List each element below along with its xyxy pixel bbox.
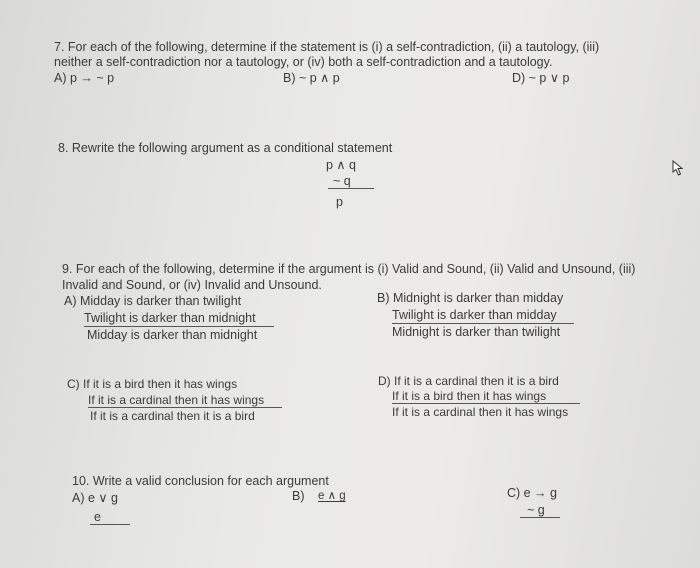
q10-a-second-premise: e [94, 510, 101, 524]
q10-c-line [520, 517, 560, 518]
q10-b-premise: e ∧ g [318, 490, 346, 502]
q8-conclusion-line [328, 188, 374, 189]
q10-a-premise: A) e ∨ g [72, 491, 118, 505]
q9-d-premise-2: If it is a bird then it has wings [392, 389, 547, 403]
q9-b-premise-2: Twilight is darker than midday [392, 308, 557, 322]
q9-c-premise-2: If it is a cardinal then it has wings [88, 393, 265, 407]
q8-title: 8. Rewrite the following argument as a conditional statement [58, 141, 393, 155]
q7-line2: neither a self-contradiction nor a tautology, or (iv) both a self-contradiction and a tautology. [54, 55, 553, 69]
q10-c-second-premise: ~ g [527, 503, 545, 517]
q9-d-conclusion: If it is a cardinal then it has wings [392, 405, 569, 419]
q8-conclusion: p [336, 195, 343, 209]
q8-premise-2: ~ q [333, 174, 351, 188]
q9-c-premise-1: C) If it is a bird then it has wings [67, 377, 238, 391]
q9-b-premise-1: B) Midnight is darker than midday [377, 291, 564, 305]
q9-line1: 9. For each of the following, determine if the argument is (i) Valid and Sound, (ii) Valid and Unsound, (iii) [62, 262, 636, 276]
q10-title: 10. Write a valid conclusion for each argument [72, 474, 329, 488]
q10-c-premise: C) e → g [507, 486, 558, 500]
q7-option-d: D) ~ p ∨ p [512, 71, 570, 85]
q9-d-line [392, 403, 580, 404]
q9-c-line [88, 407, 282, 408]
q9-d-premise-1: D) If it is a cardinal then it is a bird [378, 374, 559, 388]
q9-b-line [392, 323, 574, 324]
q7-option-b: B) ~ p ∧ p [283, 71, 340, 85]
q10-b-label: B) [292, 489, 305, 503]
q9-c-conclusion: If it is a cardinal then it is a bird [90, 409, 255, 423]
q8-premise-1: p ∧ q [326, 158, 356, 172]
q10-a-line [90, 524, 130, 525]
mouse-pointer-icon [672, 160, 686, 176]
q7-option-a: A) p → ~ p [54, 71, 115, 85]
q9-a-line [84, 326, 274, 327]
q9-a-conclusion: Midday is darker than midnight [87, 328, 258, 342]
q9-a-premise-1: A) Midday is darker than twilight [64, 294, 242, 308]
q9-a-premise-2: Twilight is darker than midnight [84, 311, 256, 325]
q9-line2: Invalid and Sound, or (iv) Invalid and Unsound. [62, 278, 322, 292]
q7-line1: 7. For each of the following, determine if the statement is (i) a self-contradiction, (ii) a tautology, (iii) [54, 40, 600, 54]
q9-b-conclusion: Midnight is darker than twilight [392, 325, 561, 339]
